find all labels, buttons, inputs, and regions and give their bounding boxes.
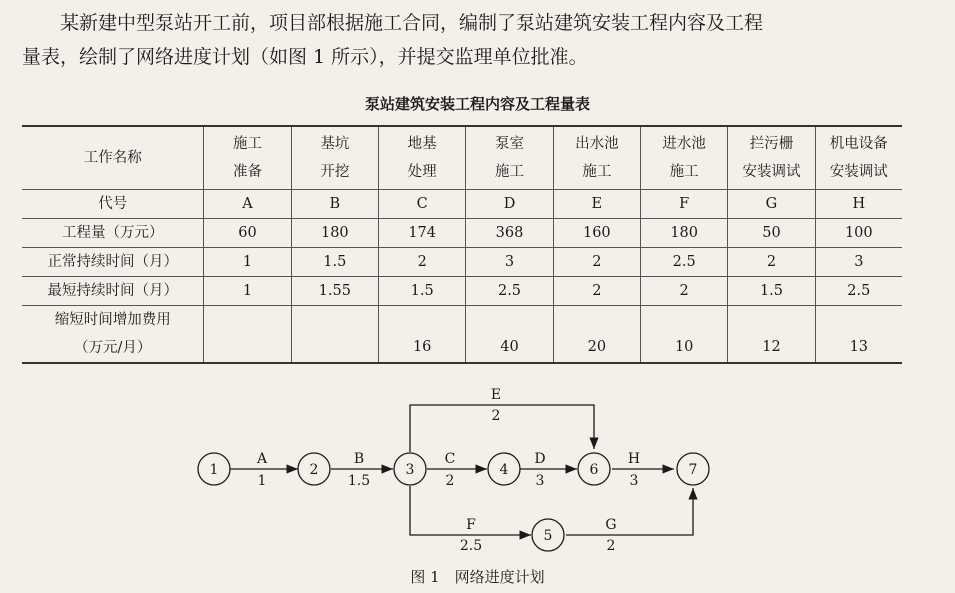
table-cell: 3 <box>815 248 902 277</box>
arrow-e <box>410 405 594 452</box>
table-cell: 2 <box>553 248 640 277</box>
table-cell: 368 <box>466 219 553 248</box>
name-line-2: 安装调试 <box>829 164 888 180</box>
table-cell: 160 <box>553 219 640 248</box>
table-cell: 60 <box>204 219 291 248</box>
table-cell: 1.5 <box>379 277 466 306</box>
table-cell: 180 <box>291 219 378 248</box>
activity-h-code: H <box>627 451 641 467</box>
row-header-normal-duration: 正常持续时间（月） <box>22 248 204 277</box>
table-cell: 16 <box>379 306 466 364</box>
table-cell: C <box>379 190 466 219</box>
row-header-work-name: 工作名称 <box>22 126 204 190</box>
activity-a-code: A <box>256 451 268 467</box>
table-cell: 13 <box>815 306 902 364</box>
name-line-1: 出水池 <box>575 136 619 152</box>
activity-f-duration: 2.5 <box>459 538 483 554</box>
table-cell: 2 <box>553 277 640 306</box>
name-line-1: 进水池 <box>662 136 706 152</box>
table-cell: 40 <box>466 306 553 364</box>
table-cell: 2 <box>728 248 815 277</box>
name-line-2: 施工 <box>669 164 699 180</box>
row-header-code: 代号 <box>22 190 204 219</box>
table-cell: 174 <box>379 219 466 248</box>
row-header-shortest-duration: 最短持续时间（月） <box>22 277 204 306</box>
table-cell: D <box>466 190 553 219</box>
row-header-quantity: 工程量（万元） <box>22 219 204 248</box>
activity-b-duration: 1.5 <box>347 473 371 489</box>
activity-g-duration: 2 <box>606 538 616 554</box>
table-cell: 20 <box>553 306 640 364</box>
name-line-2: 安装调试 <box>742 164 801 180</box>
node-label: 5 <box>543 528 553 544</box>
name-line-1: 泵室 <box>495 136 524 152</box>
name-line-1: 施工 <box>233 136 263 152</box>
table-cell: 12 <box>728 306 815 364</box>
name-line-2: 准备 <box>233 164 263 180</box>
node-label: 7 <box>688 462 698 478</box>
name-line-1: 机电设备 <box>829 136 888 152</box>
crash-cost-line-1: 缩短时间增加费用 <box>54 312 171 328</box>
table-cell: 1 <box>204 248 291 277</box>
figure-caption: 图 1 网络进度计划 <box>410 568 545 586</box>
table-cell: H <box>815 190 902 219</box>
table-cell: E <box>553 190 640 219</box>
activity-b-code: B <box>353 451 365 467</box>
table-cell: 2.5 <box>815 277 902 306</box>
name-line-1: 拦污栅 <box>749 136 794 152</box>
activity-a-duration: 1 <box>257 473 267 489</box>
node-4 <box>488 453 520 485</box>
table-cell: 100 <box>815 219 902 248</box>
table-cell: 10 <box>641 306 728 364</box>
node-6 <box>578 453 610 485</box>
table-cell: 2.5 <box>641 248 728 277</box>
table-cell: B <box>291 190 378 219</box>
intro-line-1: 某新建中型泵站开工前，项目部根据施工合同，编制了泵站建筑安装工程内容及工程 <box>60 12 764 34</box>
name-line-2: 开挖 <box>320 164 350 180</box>
table-cell: 3 <box>466 248 553 277</box>
activity-e-code: E <box>490 387 502 403</box>
activity-d-duration: 3 <box>535 473 545 489</box>
table-cell: 2.5 <box>466 277 553 306</box>
table-title: 泵站建筑安装工程内容及工程量表 <box>364 95 590 113</box>
activity-h-duration: 3 <box>629 473 639 489</box>
activity-c-code: C <box>444 451 456 467</box>
table-cell: 180 <box>641 219 728 248</box>
name-line-2: 施工 <box>582 164 612 180</box>
activity-d-code: D <box>534 451 546 467</box>
name-line-1: 基坑 <box>320 136 350 152</box>
node-2 <box>298 453 330 485</box>
name-line-2: 施工 <box>495 164 524 180</box>
table-cell: F <box>641 190 728 219</box>
table-cell: 1 <box>204 277 291 306</box>
node-3 <box>394 453 426 485</box>
table-cell: 50 <box>728 219 815 248</box>
name-line-1: 地基 <box>407 136 437 152</box>
activity-c-duration: 2 <box>445 473 455 489</box>
table-cell: 1.55 <box>291 277 378 306</box>
node-label: 3 <box>405 462 415 478</box>
table-cell: G <box>728 190 815 219</box>
activity-g-code: G <box>605 517 617 533</box>
table-cell: 2 <box>379 248 466 277</box>
activity-f-code: F <box>466 517 476 533</box>
node-7 <box>677 453 709 485</box>
node-5 <box>532 519 564 551</box>
node-label: 2 <box>309 462 319 478</box>
table-cell: 1.5 <box>728 277 815 306</box>
name-line-2: 处理 <box>407 164 437 180</box>
intro-line-2: 量表，绘制了网络进度计划（如图 1 所示），并提交监理单位批准。 <box>22 46 588 68</box>
table-cell: 1.5 <box>291 248 378 277</box>
node-label: 1 <box>209 462 219 478</box>
node-label: 6 <box>589 462 599 478</box>
node-label: 4 <box>499 462 509 478</box>
crash-cost-line-2: （万元/月） <box>74 340 152 356</box>
table-cell: 2 <box>641 277 728 306</box>
activity-e-duration: 2 <box>491 408 501 424</box>
table-cell: A <box>204 190 291 219</box>
node-1 <box>198 453 230 485</box>
arrow-g <box>566 488 693 535</box>
